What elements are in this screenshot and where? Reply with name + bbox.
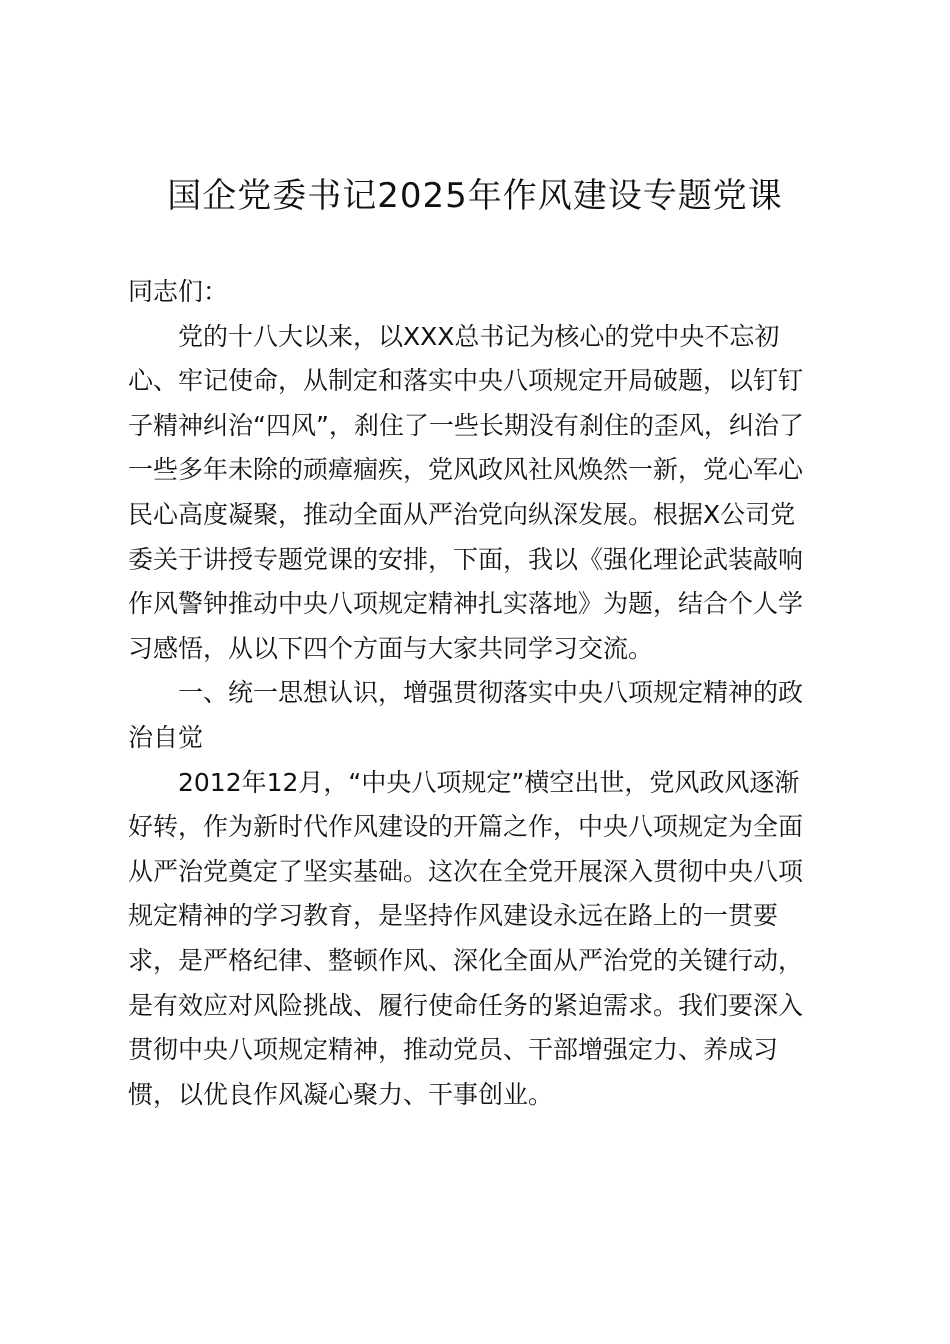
document-body — [128, 270, 834, 1117]
paragraph-1-line-4: 一些多年未除的顽瘴痼疾，党风政风社风焕然一新，党心军心 — [128, 455, 804, 485]
document-title: 国企党委书记2025年作风建设专题党课 — [167, 176, 783, 216]
paragraph-1-line-1: 党的十八大以来，以XXX总书记为核心的党中央不忘初 — [178, 321, 780, 351]
paragraph-2-line-6: 是有效应对风险挑战、履行使命任务的紧迫需求。我们要深入 — [128, 990, 804, 1020]
section-1-heading-line-1: 一、统一思想认识，增强贯彻落实中央八项规定精神的政 — [178, 678, 804, 708]
paragraph-2-line-4: 规定精神的学习教育，是坚持作风建设永远在路上的一贯要 — [128, 901, 779, 931]
paragraph-2-line-5: 求，是严格纪律、整顿作风、深化全面从严治党的关键行动， — [128, 945, 804, 975]
paragraph-1-line-2: 心、牢记使命，从制定和落实中央八项规定开局破题，以钉钉 — [128, 366, 804, 396]
paragraph-2-line-2: 好转，作为新时代作风建设的开篇之作，中央八项规定为全面 — [128, 812, 804, 842]
paragraph-2-line-3: 从严治党奠定了坚实基础。这次在全党开展深入贯彻中央八项 — [128, 856, 804, 886]
salutation: 同志们： — [128, 277, 229, 306]
paragraph-2-line-8: 惯，以优良作风凝心聚力、干事创业。 — [128, 1079, 554, 1109]
paragraph-1-line-6: 委关于讲授专题党课的安排，下面，我以《强化理论武装敲响 — [128, 544, 804, 574]
paragraph-2-line-1: 2012年12月，“中央八项规定”横空出世，党风政风逐渐 — [178, 767, 800, 797]
paragraph-2-line-7: 贯彻中央八项规定精神，推动党员、干部增强定力、养成习 — [128, 1035, 779, 1065]
paragraph-1-line-3: 子精神纠治“四风”，刹住了一些长期没有刹住的歪风，纠治了 — [128, 410, 804, 440]
paragraph-1-line-8: 习感悟，从以下四个方面与大家共同学习交流。 — [128, 633, 654, 663]
paragraph-1-line-7: 作风警钟推动中央八项规定精神扎实落地》为题，结合个人学 — [128, 589, 804, 619]
paragraph-1-line-5: 民心高度凝聚，推动全面从严治党向纵深发展。根据X公司党 — [128, 499, 796, 529]
section-1-heading-line-2: 治自觉 — [128, 722, 204, 752]
